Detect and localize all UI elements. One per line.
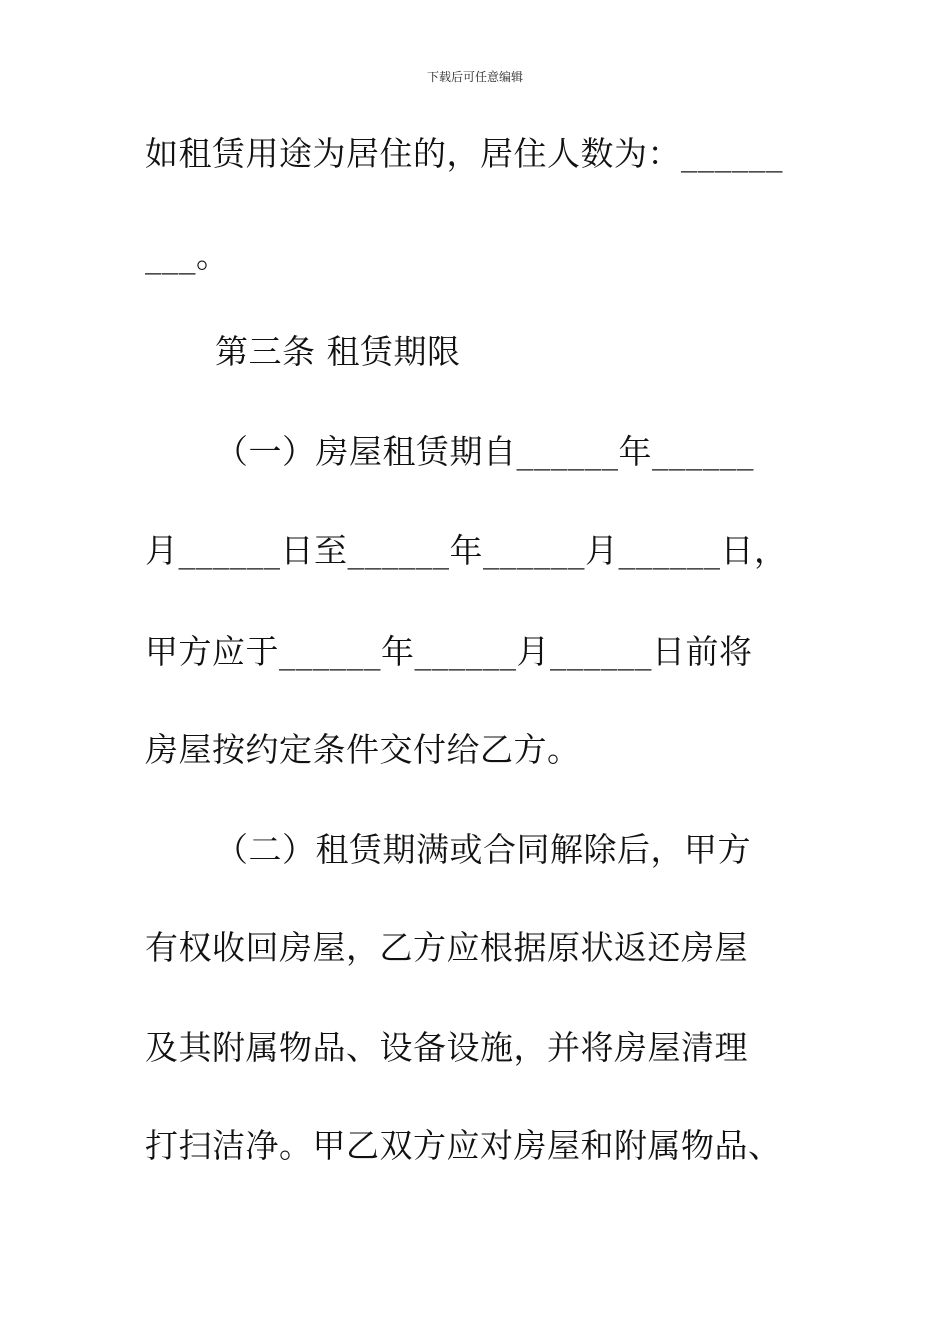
text-line-expiry-3: 及其附属物品、设备设施，并将房屋清理 — [145, 1028, 748, 1067]
text-line-term-4: 房屋按约定条件交付给乙方。 — [145, 730, 581, 769]
text-line-occupancy-cont: ___。 — [145, 236, 230, 275]
text-line-expiry-2: 有权收回房屋，乙方应根据原状返还房屋 — [145, 928, 748, 967]
text-line-expiry-4: 打扫洁净。甲乙双方应对房屋和附属物品、 — [145, 1126, 782, 1165]
text-line-term-3: 甲方应于______年______月______日前将 — [145, 632, 753, 671]
article-heading-lease-term: 第三条 租赁期限 — [215, 332, 461, 371]
text-line-term-1: （一）房屋租赁期自______年______ — [215, 432, 754, 471]
text-line-expiry-1: （二）租赁期满或合同解除后，甲方 — [215, 830, 751, 869]
page-header-note: 下载后可任意编辑 — [426, 70, 523, 84]
text-line-term-2: 月______日至______年______月______日， — [145, 531, 788, 570]
text-line-occupancy: 如租赁用途为居住的，居住人数为：______ — [145, 134, 783, 173]
